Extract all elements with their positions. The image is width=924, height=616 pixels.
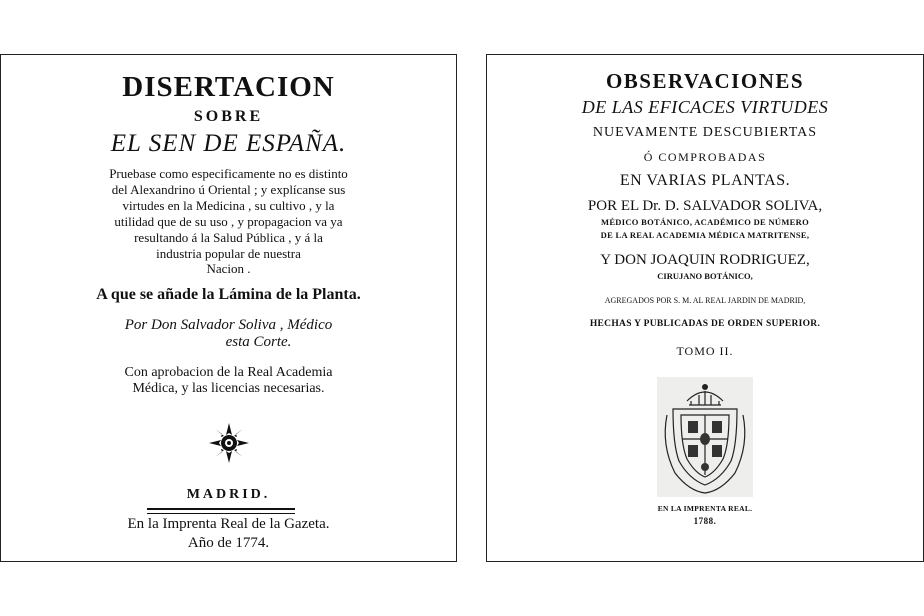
page-title: DISERTACION (122, 71, 335, 103)
approval-line-2: Médica, y las licencias necesarias. (132, 381, 325, 396)
printers-ornament (207, 421, 251, 465)
imprint-rule-thick (147, 508, 295, 510)
subtitle-line: DE LAS EFICACES VIRTUDES (581, 97, 829, 117)
volume: TOMO II. (676, 344, 734, 358)
city: MADRID. (186, 487, 271, 502)
title-page-disertacion (0, 54, 457, 562)
page-title: OBSERVACIONES (605, 69, 805, 93)
description-line-5: resultando á la Salud Pública , y á la (134, 230, 323, 245)
description-line-2: del Alexandrino ú Oriental ; y explícanse sus (111, 182, 346, 197)
line-comprobadas: Ó COMPROBADAS (643, 150, 767, 164)
line-nuevamente: NUEVAMENTE DESCUBIERTAS (592, 125, 818, 140)
title-page-observaciones (486, 54, 924, 562)
appointment: AGREGADOS POR S. M. AL REAL JARDIN DE MADRID, (604, 296, 806, 305)
printer: EN LA IMPRENTA REAL. (657, 504, 753, 513)
description-line-7: Nacion . (206, 261, 251, 276)
author-2: Y DON JOAQUIN RODRIGUEZ, (600, 252, 810, 268)
imprint-rule-thin (147, 513, 295, 514)
author-1-role-1: MÉDICO BOTÁNICO, ACADÉMICO DE NÚMERO (601, 217, 809, 227)
year: Año de 1774. (187, 535, 270, 551)
year: 1788. (693, 516, 717, 526)
printer: En la Imprenta Real de la Gazeta. (127, 516, 330, 532)
plate-note: A que se añade la Lámina de la Planta. (96, 286, 361, 303)
published: HECHAS Y PUBLICADAS DE ORDEN SUPERIOR. (589, 319, 821, 329)
author-1: POR EL Dr. D. SALVADOR SOLIVA, (587, 198, 823, 214)
subject-line: EL SEN DE ESPAÑA. (110, 130, 347, 157)
description-line-6: industria popular de nuestra (156, 246, 301, 261)
author-1-role-2: DE LA REAL ACADEMIA MÉDICA MATRITENSE, (600, 230, 810, 240)
author-line-2: esta Corte. (225, 334, 292, 350)
description-line-3: virtudes en la Medicina , su cultivo , y la (122, 198, 335, 213)
author-2-role: CIRUJANO BOTÁNICO, (657, 271, 753, 281)
approval-line-1: Con aprobacion de la Real Academia (124, 365, 333, 380)
line-plantas: EN VARIAS PLANTAS. (619, 172, 791, 189)
author-line-1: Por Don Salvador Soliva , Médico (124, 317, 333, 333)
description-line-1: Pruebase como especificamente no es distinto (109, 166, 348, 181)
sobre-line: SOBRE (193, 108, 264, 125)
description-line-4: utilidad que de su uso , y propagacion va ya (114, 214, 343, 229)
royal-coat-of-arms (655, 375, 755, 499)
